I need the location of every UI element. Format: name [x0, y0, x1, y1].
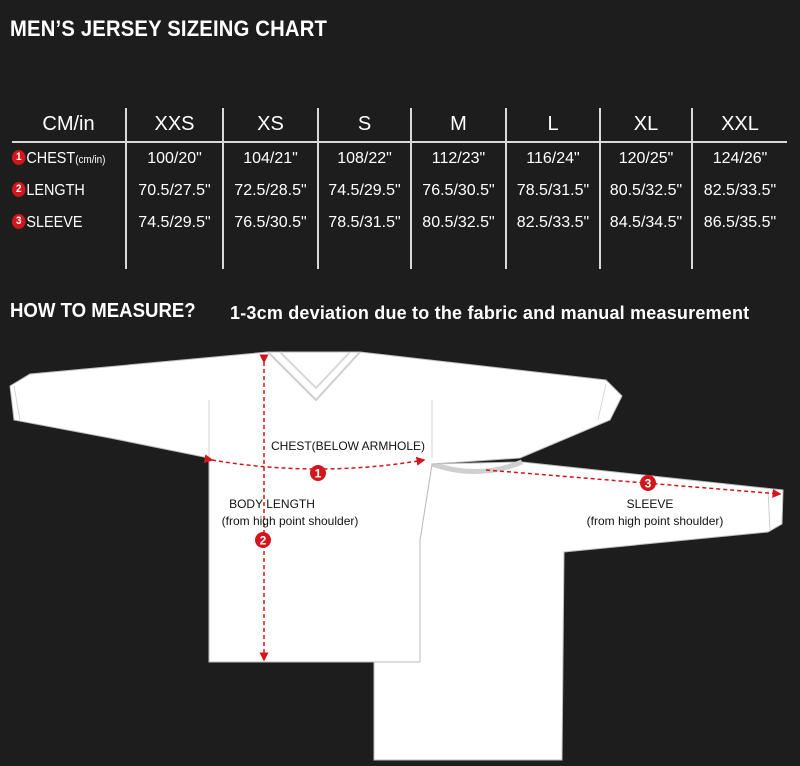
table-cell: 104/21"	[223, 142, 318, 175]
size-table	[12, 108, 787, 269]
body-length-sublabel: (from high point shoulder)	[221, 514, 359, 528]
row-label-text: SLEEVE	[26, 214, 83, 231]
table-cell: 116/24"	[506, 142, 600, 175]
chart-title: MEN’S JERSEY SIZEING CHART	[10, 16, 328, 41]
table-cell: 80.5/32.5"	[600, 175, 692, 207]
sleeve-label: SLEEVE	[626, 497, 674, 511]
table-cell: 84.5/34.5"	[600, 207, 692, 239]
table-cell: 74.5/29.5"	[126, 207, 223, 239]
row-label-text: LENGTH	[26, 182, 85, 199]
how-to-measure-heading: HOW TO MEASURE?	[10, 300, 196, 322]
size-header-row	[12, 108, 787, 142]
table-row	[12, 207, 787, 239]
table-cell: 74.5/29.5"	[318, 175, 411, 207]
jersey-diagram	[0, 340, 800, 766]
table-cell: 76.5/30.5"	[411, 175, 506, 207]
sleeve-sublabel: (from high point shoulder)	[586, 514, 724, 528]
table-cell-empty	[411, 239, 506, 269]
size-header: XXS	[126, 108, 223, 142]
table-row-empty	[12, 239, 787, 269]
size-header: S	[318, 108, 411, 142]
table-cell-empty	[506, 239, 600, 269]
table-cell: 100/20"	[126, 142, 223, 175]
svg-text:1: 1	[314, 466, 322, 481]
size-header: XS	[223, 108, 318, 142]
table-cell: 80.5/32.5"	[411, 207, 506, 239]
svg-text:2: 2	[259, 533, 267, 548]
marker-sleeve	[640, 475, 656, 491]
number-badge: 1	[12, 150, 26, 165]
table-cell: 72.5/28.5"	[223, 175, 318, 207]
table-cell-empty	[318, 239, 411, 269]
table-cell: 112/23"	[411, 142, 506, 175]
table-cell: 120/25"	[600, 142, 692, 175]
row-label-sleeve	[12, 207, 115, 239]
table-cell: 124/26"	[692, 142, 787, 175]
table-cell: 78.5/31.5"	[506, 175, 600, 207]
table-cell: 108/22"	[318, 142, 411, 175]
table-cell-empty	[692, 239, 787, 269]
table-cell-empty	[600, 239, 692, 269]
size-header: M	[411, 108, 506, 142]
chest-label: CHEST(BELOW ARMHOLE)	[270, 439, 426, 453]
row-unit: (cm/in)	[75, 154, 106, 166]
svg-text:3: 3	[644, 476, 652, 491]
marker-length	[255, 532, 271, 548]
table-cell-empty	[12, 239, 126, 269]
deviation-note: 1-3cm deviation due to the fabric and manual measurement	[230, 303, 750, 323]
row-label-text: CHEST	[26, 150, 76, 167]
table-cell: 82.5/33.5"	[506, 207, 600, 239]
body-length-label: BODY LENGTH	[229, 497, 315, 511]
table-cell: 82.5/33.5"	[692, 175, 787, 207]
table-cell: 70.5/27.5"	[126, 175, 223, 207]
unit-header: CM/in	[12, 108, 126, 142]
number-badge: 3	[12, 214, 26, 229]
table-row	[12, 175, 787, 207]
table-cell: 86.5/35.5"	[692, 207, 787, 239]
table-row	[12, 142, 787, 175]
size-header: L	[506, 108, 600, 142]
table-cell-empty	[223, 239, 318, 269]
table-cell-empty	[126, 239, 223, 269]
number-badge: 2	[12, 182, 26, 197]
size-header: XL	[600, 108, 692, 142]
row-label-length	[12, 175, 115, 207]
row-label-chest	[12, 142, 115, 175]
marker-chest	[310, 465, 326, 481]
back-jersey	[374, 462, 783, 760]
table-cell: 76.5/30.5"	[223, 207, 318, 239]
table-cell: 78.5/31.5"	[318, 207, 411, 239]
size-header: XXL	[692, 108, 787, 142]
